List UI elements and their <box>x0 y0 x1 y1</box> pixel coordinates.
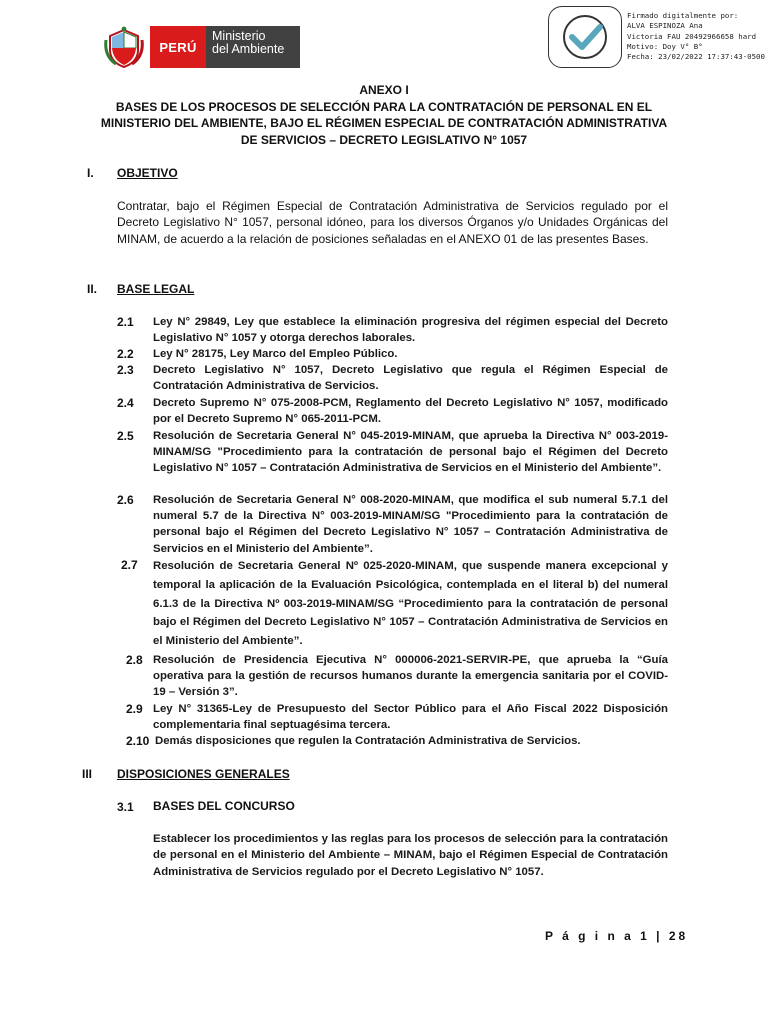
legal-item-number: 2.3 <box>117 363 134 377</box>
page-number: P á g i n a 1 | 28 <box>545 929 689 943</box>
legal-item-number: 2.8 <box>126 653 143 667</box>
section-1-body: Contratar, bajo el Régimen Especial de Contratación Administrativa de Servicios regulado por el Decreto Legislativo N° 1057, personal idóneo, para los diversos Órganos y/o Unidades Orgánicas del MINAM, de acuerdo a la relación de posiciones señaladas en el ANEXO 01 de las presentes Bases. <box>117 199 668 246</box>
legal-item-number: 2.7 <box>121 558 138 572</box>
minam-logo <box>104 26 300 70</box>
signature-line-2: ALVA ESPINOZA Ana <box>627 21 703 31</box>
subsection-3-1-heading: BASES DEL CONCURSO <box>153 799 295 813</box>
signature-line-5: Fecha: 23/02/2022 17:37:43-0500 <box>627 52 765 62</box>
section-1-number: I. <box>87 166 94 180</box>
legal-item-number: 2.5 <box>117 429 134 443</box>
legal-item-number: 2.9 <box>126 702 143 716</box>
legal-item-number: 2.4 <box>117 396 134 410</box>
legal-item-text: Resolución de Secretaria General N° 045-2019-MINAM, que aprueba la Directiva N° 003-2019-MINAM/SG "Procedimiento para la contratación de personal bajo el Régimen del Decreto Legislativo N° 1057 – Contratación Administrativa de Servicios en el Ministerio del Ambiente”. <box>153 430 668 475</box>
section-2-number: II. <box>87 282 98 296</box>
legal-item-text: Demás disposiciones que regulen la Contratación Administrativa de Servicios. <box>155 735 581 747</box>
legal-item-text: Ley N° 31365-Ley de Presupuesto del Sector Público para el Año Fiscal 2022 Disposición complementaria final septuagésima tercera. <box>153 703 668 732</box>
title-line-2: BASES DE LOS PROCESOS DE SELECCIÓN PARA LA CONTRATACIÓN DE PERSONAL EN EL <box>115 99 653 114</box>
legal-item-text: Decreto Legislativo N° 1057, Decreto Legislativo que regula el Régimen Especial de Contratación Administrativa de Servicios. <box>153 364 668 393</box>
section-2-heading: BASE LEGAL <box>117 282 195 296</box>
signature-line-4: Motivo: Doy V° B° <box>627 41 703 51</box>
digital-signature-check-icon <box>548 6 622 68</box>
legal-item-number: 2.1 <box>117 315 134 329</box>
legal-item-text: Resolución de Secretaria General N° 008-2020-MINAM, que modifica el sub numeral 5.7.1 del numeral 5.7 de la Directiva N° 003-2019-MINAM/SG "Procedimiento para la contratación de personal bajo el Régimen del Decreto Legislativo N° 1057 – Contratación Administrativa de Servicios en el Ministerio del Ambiente”. <box>153 494 668 555</box>
title-annex: ANEXO I <box>359 83 409 97</box>
ministerio-line-2: del Ambiente <box>212 42 285 56</box>
peru-coat-of-arms-icon <box>104 26 144 70</box>
subsection-3-1-number: 3.1 <box>117 800 134 814</box>
signature-line-1: Firmado digitalmente por: <box>627 11 739 20</box>
legal-item-text: Decreto Supremo N° 075-2008-PCM, Reglamento del Decreto Legislativo N° 1057, modificado por el Decreto Supremo N° 065-2011-PCM. <box>153 397 668 426</box>
legal-item-number: 2.6 <box>117 493 134 507</box>
title-line-3: MINISTERIO DEL AMBIENTE, BAJO EL RÉGIMEN ESPECIAL DE CONTRATACIÓN ADMINISTRATIVA <box>100 116 668 130</box>
legal-item-number: 2.2 <box>117 347 134 361</box>
ministerio-line-1: Ministerio <box>212 29 266 43</box>
legal-item-text: Ley N° 29849, Ley que establece la eliminación progresiva del régimen especial del Decreto Legislativo N° 1057 y otorga derechos laborales. <box>153 316 668 345</box>
digital-signature-text <box>627 11 767 62</box>
document-title <box>80 82 688 148</box>
legal-item-text: Resolución de Presidencia Ejecutiva N° 000006-2021-SERVIR-PE, que aprueba la “Guía operativa para la gestión de recursos humanos durante la emergencia sanitaria por el COVID-19 – Versión 3”. <box>153 654 668 699</box>
section-3-number: III <box>82 767 93 781</box>
title-line-4: DE SERVICIOS – DECRETO LEGISLATIVO N° 1057 <box>240 132 528 147</box>
section-1-heading: OBJETIVO <box>117 166 178 180</box>
legal-item-number: 2.10 <box>126 734 150 748</box>
section-3-heading: DISPOSICIONES GENERALES <box>117 767 290 781</box>
signature-line-3: Victoria FAU 20492966658 hard <box>627 31 757 41</box>
legal-item-text: Resolución de Secretaria General Nº 025-2020-MINAM, que suspende manera excepcional y temporal la aplicación de la Evaluación Psicológica, contemplada en el literal b) del numeral 6.1.3 de la Directiva Nº 003-2019-MINAM/SG “Procedimiento para la contratación de personal bajo el Régimen del Decreto Legislativo N° 1057 – Contratación Administrativa de Servicios en el Ministerio del Ambiente”. <box>153 560 668 648</box>
subsection-3-1-body: Establecer los procedimientos y las reglas para los procesos de selección para la contratación de personal en el Ministerio del Ambiente – MINAM, bajo el Régimen Especial de Contratación Administrativa de Servicios regulado por el Decreto Legislativo N° 1057. <box>153 833 668 878</box>
ministerio-label <box>206 26 300 68</box>
legal-item-text: Ley N° 28175, Ley Marco del Empleo Público. <box>153 348 398 360</box>
peru-label: PERÚ <box>150 26 206 68</box>
